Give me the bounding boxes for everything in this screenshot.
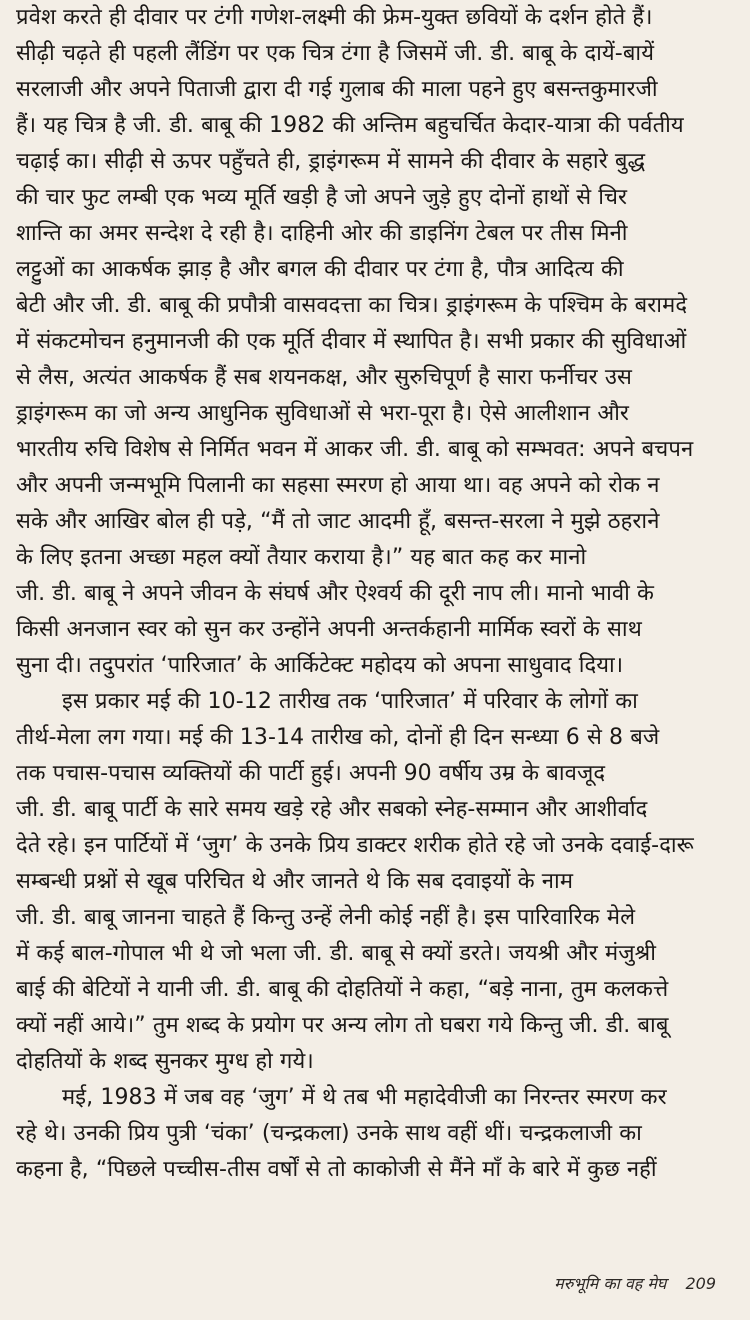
text-line: बाई की बेटियों ने यानी जी. डी. बाबू की दोहतियों ने कहा, “बड़े नाना, तुम कलकत्ते	[16, 977, 669, 1002]
text-line: बेटी और जी. डी. बाबू की प्रपौत्री वासवदत्ता का चित्र। ड्राइंगरूम के पश्चिम के बरामदे	[16, 293, 688, 318]
text-line: से लैस, अत्यंत आकर्षक हैं सब शयनकक्ष, और सुरुचिपूर्ण है सारा फर्नीचर उस	[16, 365, 632, 390]
text-line: सरलाजी और अपने पिताजी द्वारा दी गई गुलाब की माला पहने हुए बसन्तकुमारजी	[16, 77, 658, 102]
text-line: सके और आखिर बोल ही पड़े, “मैं तो जाट आदमी हूँ, बसन्त-सरला ने मुझे ठहराने	[16, 509, 660, 534]
text-line: ड्राइंगरूम का जो अन्य आधुनिक सुविधाओं से भरा-पूरा है। ऐसे आलीशान और	[16, 401, 630, 426]
text-line: जी. डी. बाबू पार्टी के सारे समय खड़े रहे और सबको स्नेह-सम्मान और आशीर्वाद	[16, 797, 648, 822]
text-line: और अपनी जन्मभूमि पिलानी का सहसा स्मरण हो आया था। वह अपने को रोक न	[16, 473, 660, 498]
footer-book-title: मरुभूमि का वह मेघ	[554, 1274, 667, 1293]
text-line: तक पचास-पचास व्यक्तियों की पार्टी हुई। अपनी 90 वर्षीय उम्र के बावजूद	[16, 761, 606, 786]
text-line: देते रहे। इन पार्टियों में ‘जुग’ के उनके प्रिय डाक्टर शरीक होते रहे जो उनके दवाई-दारू	[16, 833, 694, 858]
text-line: सीढ़ी चढ़ते ही पहली लैंडिंग पर एक चित्र टंगा है जिसमें जी. डी. बाबू के दायें-बायें	[16, 41, 655, 66]
text-line: प्रवेश करते ही दीवार पर टंगी गणेश-लक्ष्मी की फ्रेम-युक्त छवियों के दर्शन होते हैं।	[16, 5, 653, 30]
text-line: कहना है, “पिछले पच्चीस-तीस वर्षों से तो काकोजी से मैंने माँ के बारे में कुछ नहीं	[16, 1157, 657, 1182]
text-line: रहे थे। उनकी प्रिय पुत्री ‘चंका’ (चन्द्रकला) उनके साथ वहीं थीं। चन्द्रकलाजी का	[16, 1121, 642, 1146]
text-line: दोहतियों के शब्द सुनकर मुग्ध हो गये।	[16, 1049, 314, 1074]
text-line: में संकटमोचन हनुमानजी की एक मूर्ति दीवार में स्थापित है। सभी प्रकार की सुविधाओं	[16, 329, 687, 354]
text-line: इस प्रकार मई की 10-12 तारीख तक ‘पारिजात’ में परिवार के लोगों का	[62, 689, 638, 714]
book-page	[16, 0, 734, 1320]
text-line: हैं। यह चित्र है जी. डी. बाबू की 1982 की अन्तिम बहुचर्चित केदार-यात्रा की पर्वतीय	[16, 113, 684, 138]
text-line: की चार फुट लम्बी एक भव्य मूर्ति खड़ी है जो अपने जुड़े हुए दोनों हाथों से चिर	[16, 185, 628, 210]
text-line: मई, 1983 में जब वह ‘जुग’ में थे तब भी महादेवीजी का निरन्तर स्मरण कर	[62, 1085, 667, 1110]
text-line: में कई बाल-गोपाल भी थे जो भला जी. डी. बाबू से क्यों डरते। जयश्री और मंजुश्री	[16, 941, 657, 966]
text-line: क्यों नहीं आये।” तुम शब्द के प्रयोग पर अन्य लोग तो घबरा गये किन्तु जी. डी. बाबू	[16, 1013, 669, 1038]
text-line: तीर्थ-मेला लग गया। मई की 13-14 तारीख को, दोनों ही दिन सन्ध्या 6 से 8 बजे	[16, 725, 660, 750]
text-line: जी. डी. बाबू जानना चाहते हैं किन्तु उन्हें लेनी कोई नहीं है। इस पारिवारिक मेले	[16, 905, 636, 930]
text-line: किसी अनजान स्वर को सुन कर उन्होंने अपनी अन्तर्कहानी मार्मिक स्वरों के साथ	[16, 617, 642, 642]
page-number: 209	[685, 1274, 716, 1293]
text-line: सुना दी। तदुपरांत ‘पारिजात’ के आर्किटेक्ट महोदय को अपना साधुवाद दिया।	[16, 653, 624, 678]
text-line: सम्बन्धी प्रश्नों से खूब परिचित थे और जानते थे कि सब दवाइयों के नाम	[16, 869, 574, 894]
page-footer	[554, 1272, 716, 1296]
text-line: लट्टुओं का आकर्षक झाड़ है और बगल की दीवार पर टंगा है, पौत्र आदित्य की	[16, 257, 624, 282]
text-line: शान्ति का अमर सन्देश दे रही है। दाहिनी ओर की डाइनिंग टेबल पर तीस मिनी	[16, 221, 628, 246]
text-line: के लिए इतना अच्छा महल क्यों तैयार कराया है।” यह बात कह कर मानो	[16, 545, 587, 570]
text-line: जी. डी. बाबू ने अपने जीवन के संघर्ष और ऐश्वर्य की दूरी नाप ली। मानो भावी के	[16, 581, 655, 606]
text-line: भारतीय रुचि विशेष से निर्मित भवन में आकर जी. डी. बाबू को सम्भवत: अपने बचपन	[16, 437, 694, 462]
text-line: चढ़ाई का। सीढ़ी से ऊपर पहुँचते ही, ड्राइंगरूम में सामने की दीवार के सहारे बुद्ध	[16, 149, 646, 174]
